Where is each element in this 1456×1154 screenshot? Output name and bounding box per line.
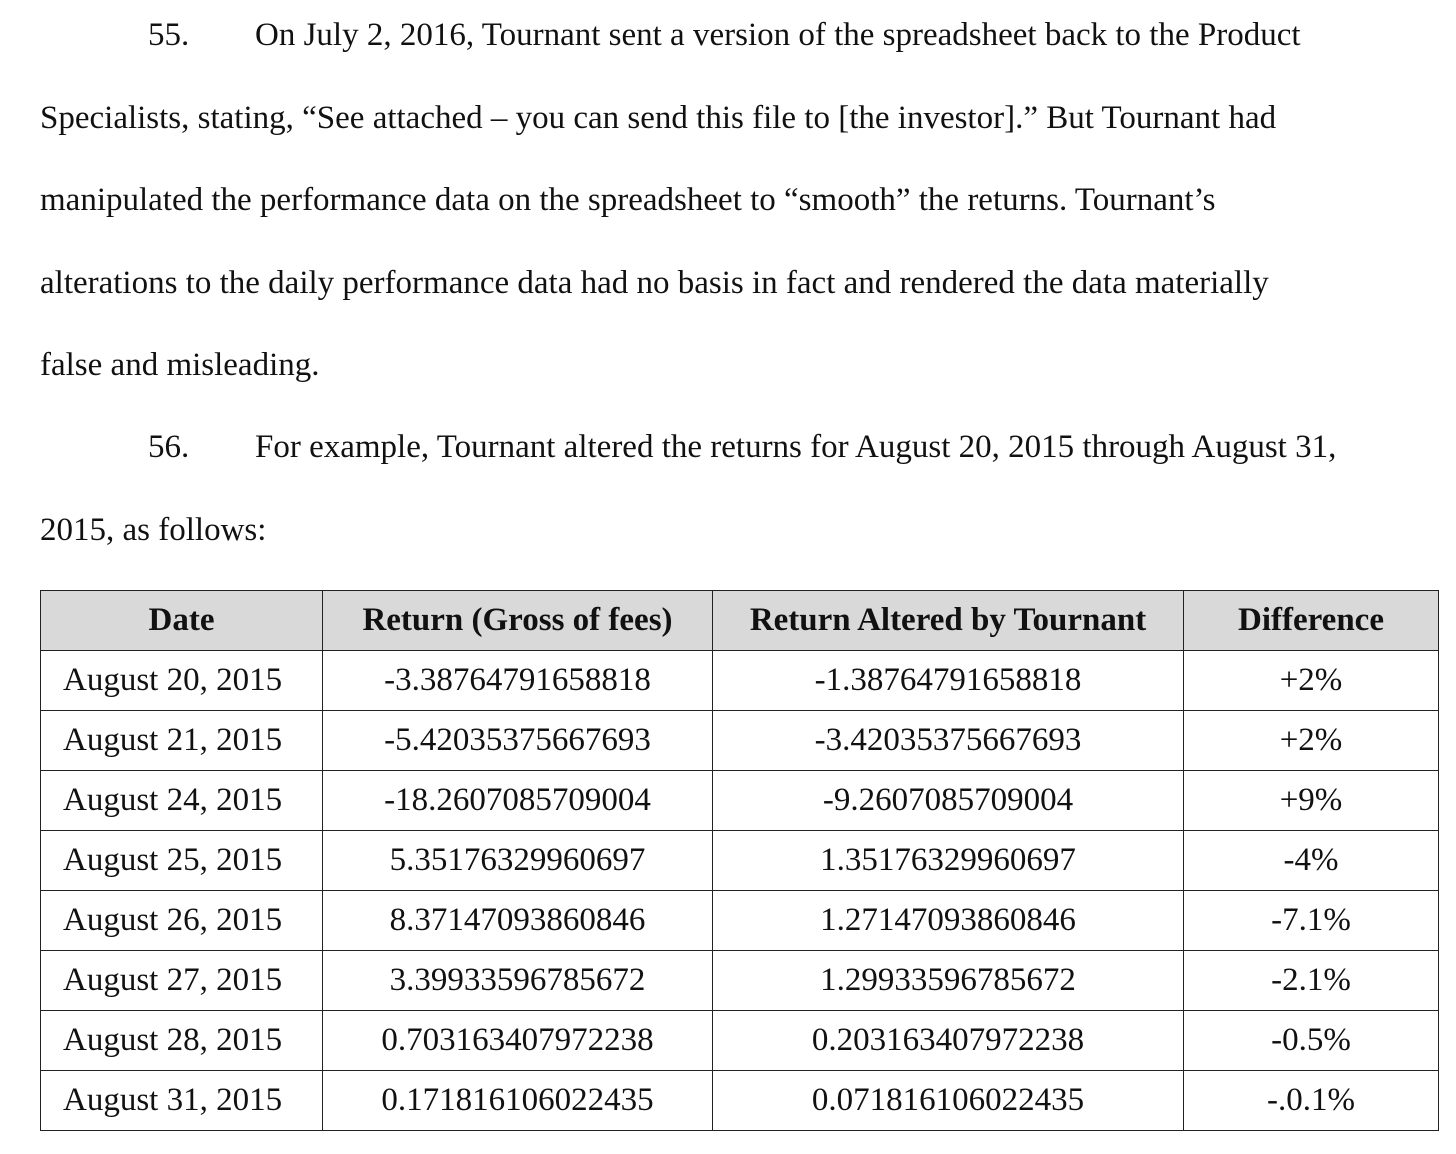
altered-return-cell: -3.42035375667693 — [713, 711, 1184, 771]
altered-return-cell: 1.35176329960697 — [713, 831, 1184, 891]
table-header-row — [41, 591, 1439, 651]
altered-return-cell: 1.29933596785672 — [713, 951, 1184, 1011]
difference-cell: -7.1% — [1184, 891, 1439, 951]
paragraph-line: alterations to the daily performance data had no basis in fact and rendered the data materially — [40, 264, 1269, 301]
paragraph-text: For example, Tournant altered the returns for August 20, 2015 through August 31, — [255, 429, 1337, 465]
date-cell: August 31, 2015 — [41, 1071, 323, 1131]
date-cell: August 24, 2015 — [41, 771, 323, 831]
gross-return-cell: 0.171816106022435 — [323, 1071, 713, 1131]
difference-cell: +2% — [1184, 651, 1439, 711]
paragraph-number: 56. — [148, 429, 190, 465]
altered-return-cell: 0.071816106022435 — [713, 1071, 1184, 1131]
date-cell: August 28, 2015 — [41, 1011, 323, 1071]
table-row — [41, 711, 1439, 771]
gross-return-cell: -3.38764791658818 — [323, 651, 713, 711]
date-cell: August 27, 2015 — [41, 951, 323, 1011]
date-cell: August 25, 2015 — [41, 831, 323, 891]
table-row — [41, 891, 1439, 951]
date-cell: August 21, 2015 — [41, 711, 323, 771]
paragraph-text: On July 2, 2016, Tournant sent a version of the spreadsheet back to the Product — [255, 17, 1301, 53]
paragraph-line — [40, 0, 1400, 77]
gross-return-cell: 8.37147093860846 — [323, 891, 713, 951]
paragraph-56 — [40, 406, 1400, 571]
date-cell: August 26, 2015 — [41, 891, 323, 951]
date-cell: August 20, 2015 — [41, 651, 323, 711]
difference-cell: -.0.1% — [1184, 1071, 1439, 1131]
table-row — [41, 951, 1439, 1011]
gross-return-cell: 3.39933596785672 — [323, 951, 713, 1011]
returns-table — [40, 590, 1439, 1131]
paragraph-number: 55. — [148, 17, 190, 53]
table-row — [41, 771, 1439, 831]
header-return-gross: Return (Gross of fees) — [323, 591, 713, 651]
gross-return-cell: -5.42035375667693 — [323, 711, 713, 771]
gross-return-cell: 5.35176329960697 — [323, 831, 713, 891]
header-date: Date — [41, 591, 323, 651]
difference-cell: +9% — [1184, 771, 1439, 831]
difference-cell: -0.5% — [1184, 1011, 1439, 1071]
header-return-altered: Return Altered by Tournant — [713, 591, 1184, 651]
difference-cell: -2.1% — [1184, 951, 1439, 1011]
paragraph-55 — [40, 0, 1400, 407]
paragraph-line: Specialists, stating, “See attached – you can send this file to [the investor].” But Tournant had — [40, 99, 1277, 136]
altered-return-cell: 0.203163407972238 — [713, 1011, 1184, 1071]
altered-return-cell: -1.38764791658818 — [713, 651, 1184, 711]
difference-cell: +2% — [1184, 711, 1439, 771]
table-row — [41, 831, 1439, 891]
paragraph-line: false and misleading. — [40, 347, 320, 383]
difference-cell: -4% — [1184, 831, 1439, 891]
altered-return-cell: 1.27147093860846 — [713, 891, 1184, 951]
paragraph-line: manipulated the performance data on the spreadsheet to “smooth” the returns. Tournant’s — [40, 182, 1216, 218]
table-row — [41, 1011, 1439, 1071]
gross-return-cell: -18.2607085709004 — [323, 771, 713, 831]
paragraph-line — [40, 406, 1400, 489]
altered-return-cell: -9.2607085709004 — [713, 771, 1184, 831]
header-difference: Difference — [1184, 591, 1439, 651]
table-row — [41, 1071, 1439, 1131]
paragraph-line: 2015, as follows: — [40, 511, 267, 548]
table-row — [41, 651, 1439, 711]
gross-return-cell: 0.703163407972238 — [323, 1011, 713, 1071]
